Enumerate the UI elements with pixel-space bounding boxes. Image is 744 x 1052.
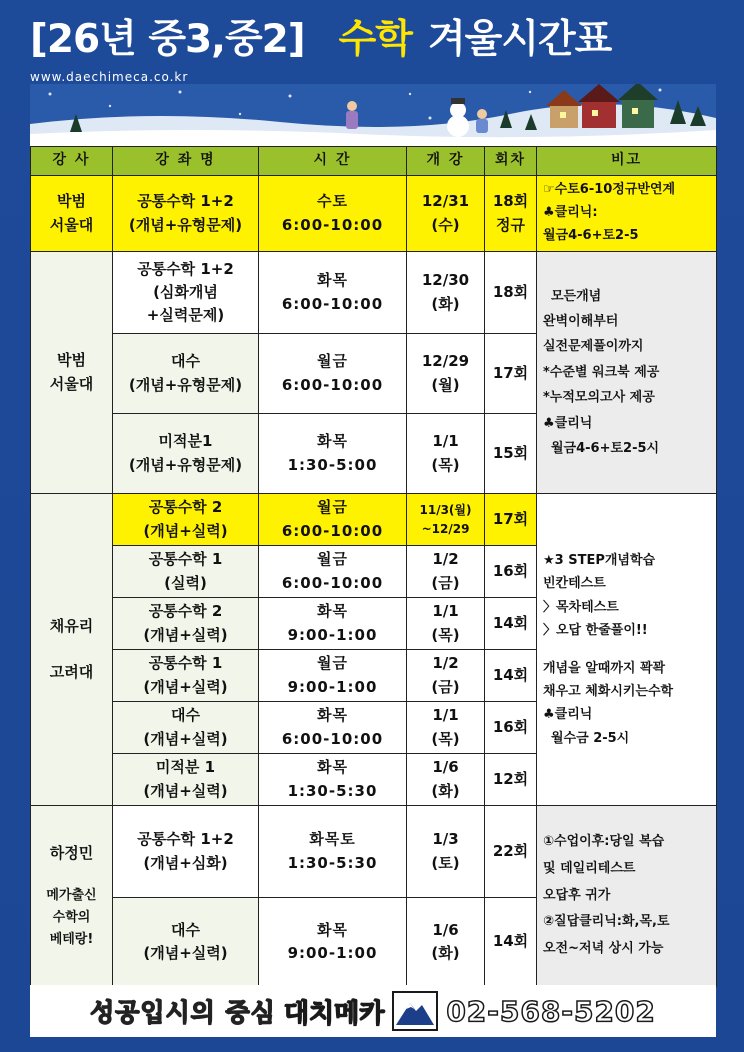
class-hours: 9:00-1:00 xyxy=(287,677,378,696)
mountain-logo-icon xyxy=(392,991,438,1031)
course-cell xyxy=(113,598,259,650)
note-line: 모든개념 xyxy=(551,288,602,304)
note-line: ☞수토6-10정규반연계 xyxy=(543,182,676,198)
course-type: +실력문제) xyxy=(146,306,225,325)
course-name: 대수 xyxy=(171,352,200,371)
column-header-notes: 비고 xyxy=(537,147,717,176)
start-cell xyxy=(407,806,485,898)
start-date: 1/1 xyxy=(432,602,459,621)
course-type: (개념+실력) xyxy=(143,944,228,962)
table-header-row xyxy=(31,147,717,176)
course-name: 공통수학 1+2 xyxy=(137,259,234,278)
time-cell xyxy=(259,176,407,252)
course-type: (개념+실력) xyxy=(143,781,228,800)
start-day: (목) xyxy=(431,729,460,748)
course-type: (개념+실력) xyxy=(143,729,228,748)
course-name: 공통수학 1 xyxy=(148,550,223,569)
start-day: (금) xyxy=(431,677,460,696)
note-line: 〉오답 한줄풀이!! xyxy=(543,623,648,639)
column-header-course: 강 좌 명 xyxy=(113,147,259,176)
note-line: 빈칸테스트 xyxy=(543,576,606,592)
start-cell xyxy=(407,414,485,494)
note-line: 월금4-6+토2-5 xyxy=(543,227,639,243)
time-cell xyxy=(259,334,407,414)
course-type: (개념+유형문제) xyxy=(128,375,243,394)
teacher-school: 고려대 xyxy=(49,662,94,681)
class-days: 화목 xyxy=(317,920,348,939)
note-cell xyxy=(537,494,717,806)
teacher-name: 박범 xyxy=(57,351,86,370)
teacher-school: 서울대 xyxy=(49,215,94,234)
winter-scene-illustration xyxy=(30,84,716,146)
start-date: 12/29 xyxy=(421,352,470,371)
class-days: 월금 xyxy=(317,498,348,517)
start-date: 1/3 xyxy=(432,830,459,849)
note-line: ♣클리닉 xyxy=(543,415,593,431)
course-cell xyxy=(113,702,259,754)
time-cell xyxy=(259,754,407,806)
class-hours: 9:00-1:00 xyxy=(287,944,378,962)
footer-banner xyxy=(30,985,716,1037)
course-cell xyxy=(113,334,259,414)
course-cell xyxy=(113,252,259,334)
note-line: 및 데일리테스트 xyxy=(543,861,636,877)
course-name: 공통수학 1 xyxy=(148,654,223,673)
start-day: (금) xyxy=(431,573,460,592)
course-name: 대수 xyxy=(171,920,200,939)
teacher-bio: 수학의 xyxy=(52,909,91,925)
column-header-time: 시 간 xyxy=(259,147,407,176)
note-line: 완벽이해부터 xyxy=(543,314,619,330)
column-header-sessions: 회차 xyxy=(485,147,537,176)
title-schedule: 겨울시간표 xyxy=(427,17,612,62)
class-hours: 6:00-10:00 xyxy=(281,294,384,313)
course-cell xyxy=(113,650,259,702)
session-type: 정규 xyxy=(496,215,525,234)
class-days: 월금 xyxy=(317,352,348,371)
start-day: ~12/29 xyxy=(421,521,470,536)
course-name: 공통수학 2 xyxy=(148,498,223,517)
start-cell xyxy=(407,494,485,546)
sessions-cell xyxy=(485,334,537,414)
note-cell xyxy=(537,252,717,494)
course-type: (개념+실력) xyxy=(143,521,228,540)
page-title xyxy=(30,6,611,66)
teacher-name: 채유리 xyxy=(49,617,94,636)
note-line: ★3 STEP개념학습 xyxy=(543,552,656,568)
schedule-table xyxy=(30,146,717,987)
start-date: 1/6 xyxy=(432,758,459,777)
note-line: 개념을 알때까지 꽉꽉 xyxy=(543,660,666,676)
note-line: ♣클리닉 xyxy=(543,707,593,723)
class-hours: 1:30-5:00 xyxy=(287,455,378,474)
note-line: ①수업이후:당일 복습 xyxy=(543,834,665,850)
note-line: *수준별 워크북 제공 xyxy=(543,364,660,380)
note-line: 월금4-6+토2-5시 xyxy=(551,440,660,456)
session-count: 12회 xyxy=(492,769,529,788)
note-line: ②질답클리닉:화,목,토 xyxy=(543,914,670,930)
teacher-bio: 메가출신 xyxy=(46,887,97,903)
time-cell xyxy=(259,598,407,650)
time-cell xyxy=(259,702,407,754)
note-line: 실전문제풀이까지 xyxy=(543,339,644,355)
course-type: (개념+실력) xyxy=(143,677,228,696)
footer-brand: 대치메카 xyxy=(283,998,385,1029)
footer-slogan: 성공입시의 중심 xyxy=(90,998,276,1027)
time-cell xyxy=(259,898,407,987)
start-cell xyxy=(407,702,485,754)
time-cell xyxy=(259,494,407,546)
sessions-cell xyxy=(485,650,537,702)
start-cell xyxy=(407,598,485,650)
start-day: (월) xyxy=(431,375,460,394)
course-cell xyxy=(113,806,259,898)
session-count: 18회 xyxy=(492,192,529,211)
course-cell xyxy=(113,494,259,546)
time-cell xyxy=(259,252,407,334)
start-day: (목) xyxy=(431,455,460,474)
class-days: 월금 xyxy=(317,550,348,569)
start-date: 1/1 xyxy=(432,706,459,725)
class-hours: 1:30-5:30 xyxy=(287,853,378,872)
course-name: 공통수학 1+2 xyxy=(137,192,234,211)
start-date: 1/1 xyxy=(432,432,459,451)
start-date: 1/2 xyxy=(432,550,459,569)
session-count: 14회 xyxy=(492,932,529,951)
teacher-name: 박범 xyxy=(57,192,86,211)
teacher-cell xyxy=(31,806,113,987)
note-line: 〉목차테스트 xyxy=(543,599,619,615)
course-cell xyxy=(113,754,259,806)
note-line xyxy=(543,643,710,657)
sessions-cell xyxy=(485,176,537,252)
class-hours: 6:00-10:00 xyxy=(281,521,384,540)
start-day: (수) xyxy=(431,215,460,234)
start-cell xyxy=(407,252,485,334)
table-row xyxy=(31,494,717,546)
course-type: (개념+유형문제) xyxy=(128,455,243,474)
session-count: 16회 xyxy=(492,561,529,580)
teacher-school: 서울대 xyxy=(49,374,94,393)
start-cell xyxy=(407,754,485,806)
sessions-cell xyxy=(485,546,537,598)
start-cell xyxy=(407,898,485,987)
start-date: 12/31 xyxy=(421,192,470,211)
start-cell xyxy=(407,176,485,252)
course-type: (개념+유형문제) xyxy=(128,215,243,234)
website-url: www.daechimeca.co.kr xyxy=(30,70,189,84)
title-grade: [26년 중3,중2] xyxy=(30,17,305,62)
session-count: 18회 xyxy=(492,282,529,301)
sessions-cell xyxy=(485,754,537,806)
class-hours: 9:00-1:00 xyxy=(287,625,378,644)
sessions-cell xyxy=(485,494,537,546)
class-days: 화목 xyxy=(317,432,348,451)
course-name: 공통수학 2 xyxy=(148,602,223,621)
start-day: (화) xyxy=(431,781,460,800)
course-cell xyxy=(113,414,259,494)
class-hours: 1:30-5:30 xyxy=(287,781,378,800)
class-days: 수토 xyxy=(317,192,348,211)
course-type: (실력) xyxy=(164,573,207,592)
course-name: 공통수학 1+2 xyxy=(137,830,234,849)
note-line: ♣클리닉: xyxy=(543,205,598,221)
start-date: 11/3(월) xyxy=(419,502,472,517)
course-cell xyxy=(113,176,259,252)
class-days: 화목 xyxy=(317,602,348,621)
table-row xyxy=(31,252,717,334)
sessions-cell xyxy=(485,252,537,334)
class-days: 화목 xyxy=(317,706,348,725)
start-day: (목) xyxy=(431,625,460,644)
course-name: 미적분1 xyxy=(158,432,213,451)
session-count: 16회 xyxy=(492,717,529,736)
sessions-cell xyxy=(485,598,537,650)
note-line: 오답후 귀가 xyxy=(543,887,611,903)
teacher-bio: 베테랑! xyxy=(49,931,94,947)
sessions-cell xyxy=(485,702,537,754)
session-count: 15회 xyxy=(492,443,529,462)
sessions-cell xyxy=(485,414,537,494)
note-line: *누적모의고사 제공 xyxy=(543,390,655,406)
start-cell xyxy=(407,334,485,414)
session-count: 14회 xyxy=(492,613,529,632)
note-line: 채우고 체화시키는수학 xyxy=(543,683,674,699)
time-cell xyxy=(259,650,407,702)
course-type: (개념+실력) xyxy=(143,625,228,644)
start-date: 1/2 xyxy=(432,654,459,673)
note-line: 월수금 2-5시 xyxy=(551,730,630,746)
table-row xyxy=(31,176,717,252)
start-cell xyxy=(407,546,485,598)
course-type: (개념+심화) xyxy=(143,853,228,872)
session-count: 14회 xyxy=(492,665,529,684)
class-days: 화목토 xyxy=(309,830,356,849)
start-day: (화) xyxy=(431,944,460,962)
course-cell xyxy=(113,546,259,598)
time-cell xyxy=(259,806,407,898)
teacher-cell xyxy=(31,176,113,252)
class-days: 화목 xyxy=(317,758,348,777)
class-days: 월금 xyxy=(317,654,348,673)
note-cell xyxy=(537,806,717,987)
time-cell xyxy=(259,546,407,598)
class-hours: 6:00-10:00 xyxy=(281,729,384,748)
column-header-teacher: 강 사 xyxy=(31,147,113,176)
class-hours: 6:00-10:00 xyxy=(281,215,384,234)
session-count: 22회 xyxy=(492,841,529,860)
note-cell xyxy=(537,176,717,252)
teacher-name: 하정민 xyxy=(49,844,94,863)
sessions-cell xyxy=(485,806,537,898)
start-date: 12/30 xyxy=(421,271,470,290)
table-row xyxy=(31,806,717,898)
course-name: 대수 xyxy=(171,706,200,725)
sessions-cell xyxy=(485,898,537,987)
column-header-start: 개 강 xyxy=(407,147,485,176)
start-day: (토) xyxy=(431,853,460,872)
footer-phone: 02-568-5202 xyxy=(446,994,656,1028)
session-count: 17회 xyxy=(492,509,529,528)
teacher-cell xyxy=(31,494,113,806)
class-hours: 6:00-10:00 xyxy=(281,573,384,592)
course-name: 미적분 1 xyxy=(155,758,216,777)
start-cell xyxy=(407,650,485,702)
time-cell xyxy=(259,414,407,494)
note-line: 오전~저녁 상시 가능 xyxy=(543,940,664,956)
course-type: (심화개념 xyxy=(153,282,218,301)
title-subject: 수학 xyxy=(338,17,412,62)
class-hours: 6:00-10:00 xyxy=(281,375,384,394)
start-day: (화) xyxy=(431,294,460,313)
course-cell xyxy=(113,898,259,987)
class-days: 화목 xyxy=(317,271,348,290)
session-count: 17회 xyxy=(492,363,529,382)
teacher-cell xyxy=(31,252,113,494)
start-date: 1/6 xyxy=(432,920,459,939)
